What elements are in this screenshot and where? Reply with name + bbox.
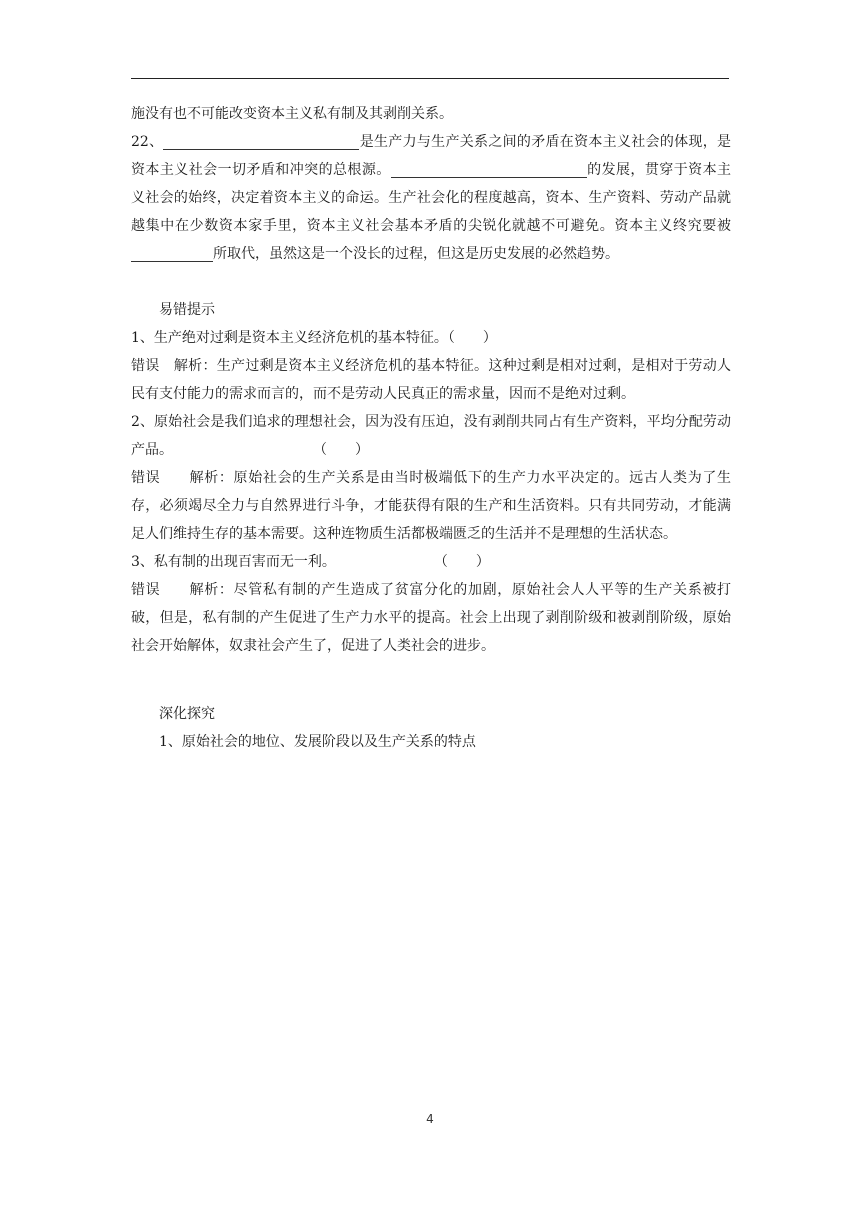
error-tips-heading: 易错提示 [159,302,215,318]
error-item-2-answer: 错误 解析：原始社会的生产关系是由当时极端低下的生产力水平决定的。远古人类为了生存，必须竭尽全力与自然界进行斗争，才能获得有限的生产和生活资料。只有共同劳动，才能满足人们维持生存的基本需要。这种连物质生活都极端匮乏的生活并不是理想的生活状态。 [131,470,731,542]
question-22-part3: 所取代，虽然这是一个没长的过程，但这是历史发展的必然趋势。 [213,246,619,262]
question-22-part1: 是生产力与生产关系之间的矛盾在资本主义社会的体现，是资本主义社会一切矛盾和冲突的总根源。 [131,134,731,178]
deepen-heading: 深化探究 [159,706,215,722]
error-item-1-question: 1、生产绝对过剩是资本主义经济危机的基本特征。（ ） [131,330,497,346]
page-content [131,100,731,756]
deepen-item-1: 1、原始社会的地位、发展阶段以及生产关系的特点 [159,734,476,750]
page-number: 4 [426,1112,434,1126]
question-22 [131,128,731,268]
error-item-2-question: 2、原始社会是我们追求的理想社会，因为没有压迫，没有剥削共同占有生产资料，平均分配劳动产品。 （ ） [131,414,731,458]
answer-blank-3[interactable] [131,243,213,262]
header-rule [131,78,729,79]
answer-blank-1[interactable] [163,131,359,150]
question-22-number: 22、 [131,134,164,150]
error-item-1-answer: 错误 解析：生产过剩是资本主义经济危机的基本特征。这种过剩是相对过剩，是相对于劳动人民有支付能力的需求而言的，而不是劳动人民真正的需求量，因而不是绝对过剩。 [131,358,731,402]
error-item-3-question: 3、私有制的出现百害而无一利。 （ ） [131,554,490,570]
answer-blank-2[interactable] [391,159,587,178]
question-22-part2: 的发展，贯穿于资本主义社会的始终，决定着资本主义的命运。生产社会化的程度越高，资本、生产资料、劳动产品就越集中在少数资本家手里，资本主义社会基本矛盾的尖锐化就越不可避免。资本主义终究要被 [131,162,732,234]
intro-paragraph: 施没有也不可能改变资本主义私有制及其剥削关系。 [131,106,453,122]
error-item-3-answer: 错误 解析：尽管私有制的产生造成了贫富分化的加剧，原始社会人人平等的生产关系被打破，但是，私有制的产生促进了生产力水平的提高。社会上出现了剥削阶级和被剥削阶级，原始社会开始解体，奴隶社会产生了，促进了人类社会的进步。 [131,582,731,654]
